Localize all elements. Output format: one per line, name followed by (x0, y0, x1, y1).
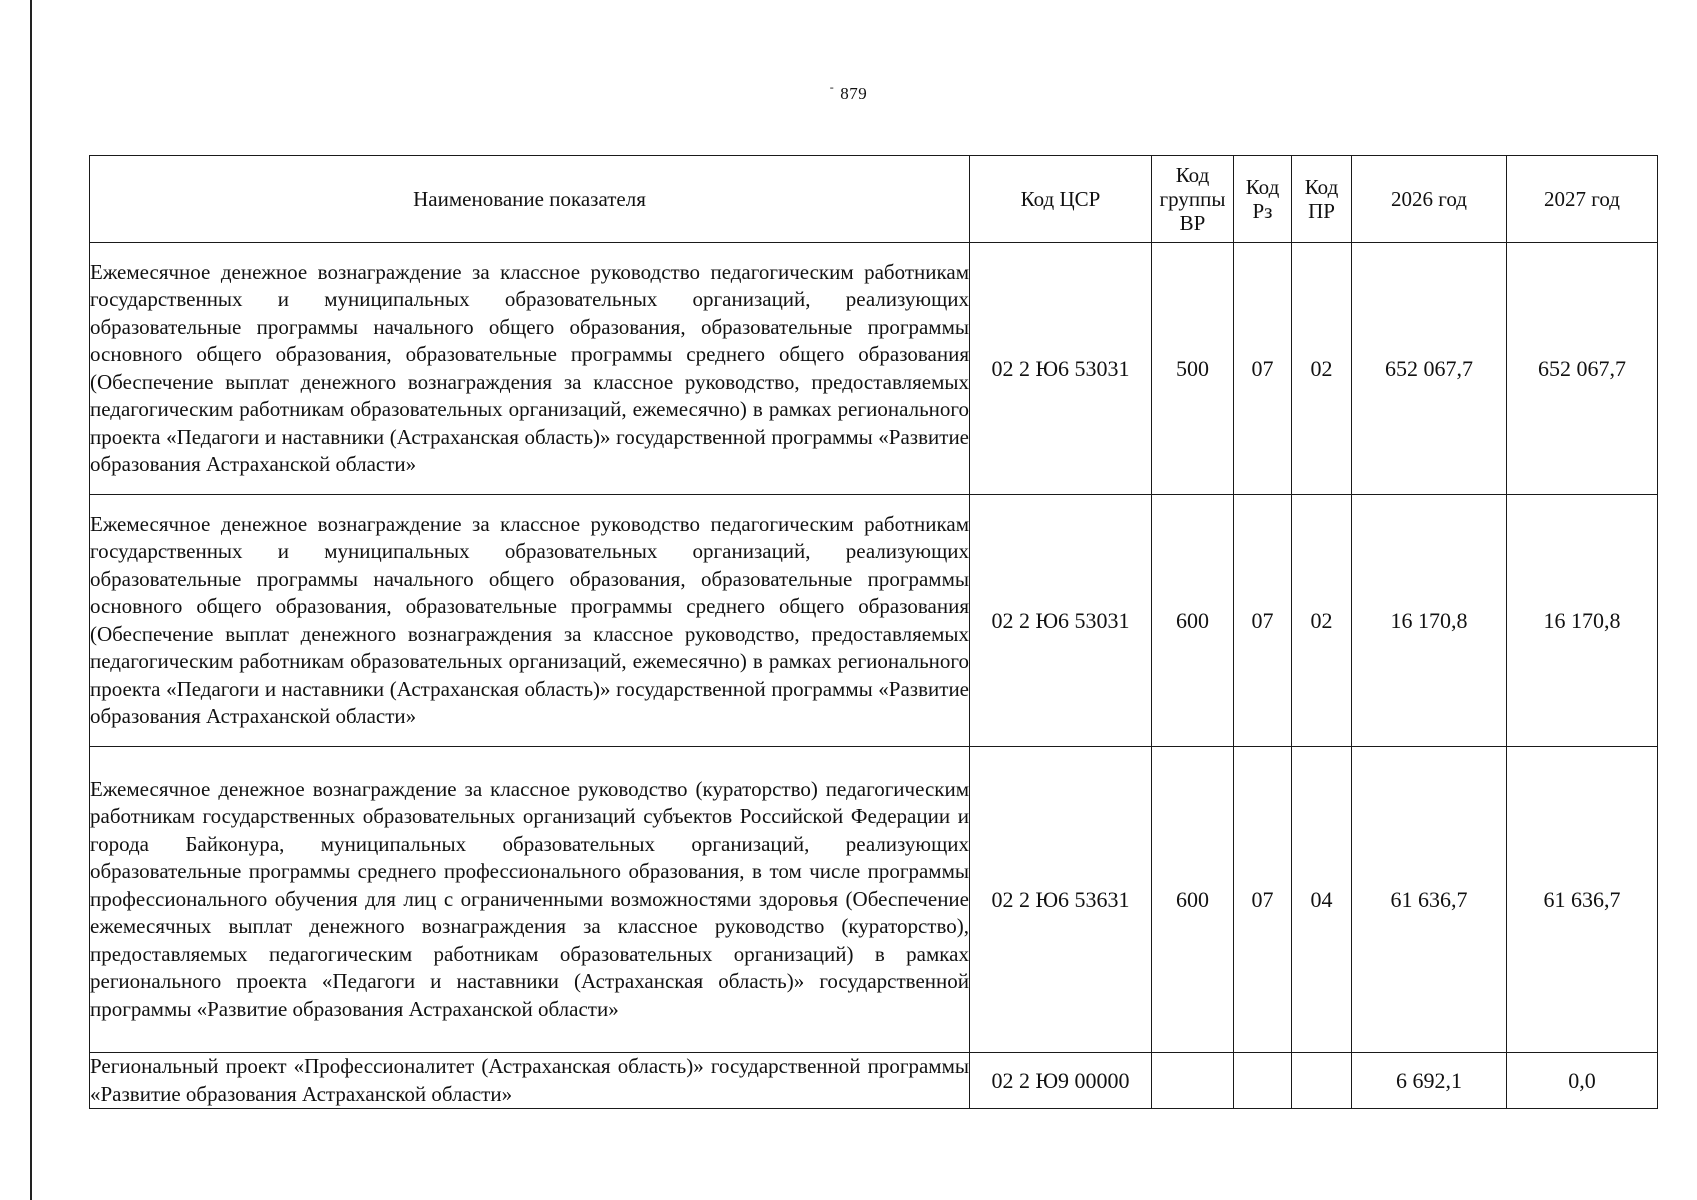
row-pr: 04 (1292, 747, 1352, 1053)
row-2027: 61 636,7 (1507, 747, 1658, 1053)
row-pr: 02 (1292, 495, 1352, 747)
row-rz (1234, 1053, 1292, 1109)
row-2026: 6 692,1 (1352, 1053, 1507, 1109)
header-rz: Код Рз (1234, 156, 1292, 243)
table-row (90, 243, 1658, 495)
budget-table (89, 155, 1658, 1109)
row-name: Ежемесячное денежное вознаграждение за классное руководство педагогическим работникам государственных и муниципальных образовательных организаций, реализующих образовательные программы начального общего образования, образовательные программы основного общего образования, образовательные программы среднего общего образования (Обеспечение выплат денежного вознаграждения за классное руководство, предоставляемых педагогическим работникам образовательных организаций, ежемесячно) в рамках регионального проекта «Педагоги и наставники (Астраханская область)» государственной программы «Развитие образования Астраханской области» (90, 243, 970, 495)
row-vr: 600 (1152, 495, 1234, 747)
row-2026: 652 067,7 (1352, 243, 1507, 495)
row-2027: 0,0 (1507, 1053, 1658, 1109)
row-csr: 02 2 Ю9 00000 (970, 1053, 1152, 1109)
row-rz: 07 (1234, 747, 1292, 1053)
row-pr (1292, 1053, 1352, 1109)
row-csr: 02 2 Ю6 53031 (970, 495, 1152, 747)
table-header-row (90, 156, 1658, 243)
header-csr: Код ЦСР (970, 156, 1152, 243)
header-2026: 2026 год (1352, 156, 1507, 243)
table-row (90, 1053, 1658, 1109)
row-csr: 02 2 Ю6 53031 (970, 243, 1152, 495)
row-vr (1152, 1053, 1234, 1109)
page-number (0, 80, 1697, 104)
header-name: Наименование показателя (90, 156, 970, 243)
binding-margin-line (30, 0, 32, 1200)
page-number-value: 879 (840, 84, 868, 103)
header-pr: Код ПР (1292, 156, 1352, 243)
row-rz: 07 (1234, 495, 1292, 747)
table-row (90, 495, 1658, 747)
row-csr: 02 2 Ю6 53631 (970, 747, 1152, 1053)
row-name: Ежемесячное денежное вознаграждение за классное руководство педагогическим работникам государственных и муниципальных образовательных организаций, реализующих образовательные программы начального общего образования, образовательные программы основного общего образования, образовательные программы среднего общего образования (Обеспечение выплат денежного вознаграждения за классное руководство, предоставляемых педагогическим работникам образовательных организаций, ежемесячно) в рамках регионального проекта «Педагоги и наставники (Астраханская область)» государственной программы «Развитие образования Астраханской области» (90, 495, 970, 747)
row-2026: 61 636,7 (1352, 747, 1507, 1053)
header-2027: 2027 год (1507, 156, 1658, 243)
row-vr: 600 (1152, 747, 1234, 1053)
row-rz: 07 (1234, 243, 1292, 495)
page-number-mark: - (829, 80, 835, 94)
row-2027: 652 067,7 (1507, 243, 1658, 495)
table-row (90, 747, 1658, 1053)
row-2027: 16 170,8 (1507, 495, 1658, 747)
row-vr: 500 (1152, 243, 1234, 495)
row-pr: 02 (1292, 243, 1352, 495)
header-vr: Код группы ВР (1152, 156, 1234, 243)
row-name: Ежемесячное денежное вознаграждение за классное руководство (кураторство) педагогическим работникам государственных образовательных организаций субъектов Российской Федерации и города Байконура, муниципальных образовательных организаций, реализующих образовательные программы среднего профессионального образования, в том числе программы профессионального обучения для лиц с ограниченными возможностями здоровья (Обеспечение ежемесячных выплат денежного вознаграждения за классное руководство (кураторство), предоставляемых педагогическим работникам образовательных организаций) в рамках регионального проекта «Педагоги и наставники (Астраханская область)» государственной программы «Развитие образования Астраханской области» (90, 747, 970, 1053)
row-name: Региональный проект «Профессионалитет (Астраханская область)» государственной программы «Развитие образования Астраханской области» (90, 1053, 970, 1109)
row-2026: 16 170,8 (1352, 495, 1507, 747)
